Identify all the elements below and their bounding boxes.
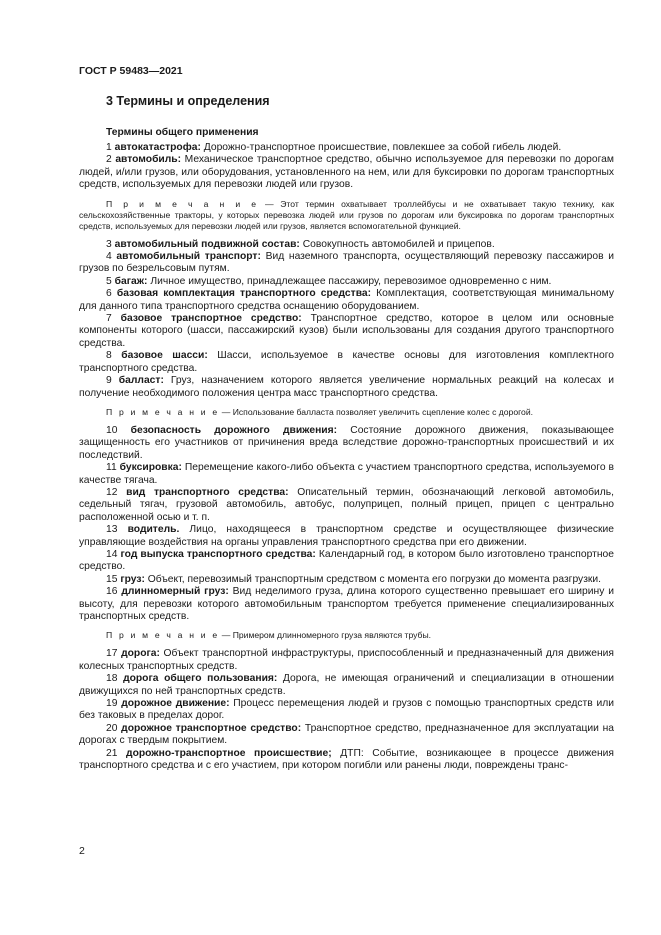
term-entry: 15 груз: Объект, перевозимый транспортным средством с момента его погрузки до момента разгрузки.	[106, 573, 602, 585]
term-entry: 16 длинномерный груз: Вид неделимого груза, длина которого существенно превышает его ширину и высоту, для перевозки которого автомобильным транспортом требуется применение специализированных транспортных средств.	[79, 586, 614, 622]
term: дорога:	[121, 648, 160, 660]
note: П р и м е ч а н и е — Использование балласта позволяет увеличить сцепление колес с дорогой.	[106, 406, 534, 417]
term-entry: 13 водитель. Лицо, находящееся в транспортном средстве и осуществляющее физические управляющие воздействия на органы управления транспортного средства при его движении.	[79, 524, 614, 548]
section-title: 3 Термины и определения	[106, 94, 270, 108]
term: багаж:	[114, 275, 148, 287]
term: автокатастрофа:	[114, 142, 201, 153]
note-label: П р и м е ч а н и е	[106, 406, 220, 417]
document-id: ГОСТ Р 59483—2021	[79, 65, 183, 77]
term-entry: 21 дорожно-транспортное происшествие; ДТП: Событие, возникающее в процессе движения транспортного средства и с его участием, при котором погибли или ранены люди, повреждены транс-	[79, 747, 614, 772]
term: безопасность дорожного движения:	[130, 424, 338, 436]
term: дорожное транспортное средство:	[121, 722, 302, 734]
subsection-title: Термины общего применения	[106, 127, 259, 138]
term: автомобильный подвижной состав:	[114, 238, 300, 250]
term-entry: 18 дорога общего пользования: Дорога, не имеющая ограничений и специализации в отношении движущихся по ней транспортных средств.	[79, 673, 614, 697]
term-entry: 6 базовая комплектация транспортного средства: Комплектация, соответствующая минимальному для данного типа транспортного средства оснащению оборудованием.	[79, 288, 614, 312]
term-entry: 17 дорога: Объект транспортной инфраструктуры, приспособленный и предназначенный для движения колесных транспортных средств.	[79, 648, 614, 672]
term-entry: 14 год выпуска транспортного средства: Календарный год, в котором было изготовлено транспортное средство.	[79, 548, 614, 573]
term-entry: 12 вид транспортного средства: Описательный термин, обозначающий легковой автомобиль, седельный тягач, грузовой автомобиль, автобус, полуприцеп, полный прицеп, прицеп с центрально расположенной осью и т. п.	[79, 486, 614, 523]
terms-list	[79, 142, 614, 772]
term: год выпуска транспортного средства:	[120, 548, 316, 560]
term: балласт:	[118, 375, 164, 387]
term: базовое транспортное средство:	[120, 313, 302, 325]
term-entry: 4 автомобильный транспорт: Вид наземного транспорта, осуществляющий перевозку пассажиров и грузов по безрельсовым путям.	[79, 251, 614, 275]
term-entry: 1 автокатастрофа: Дорожно-транспортное происшествие, повлекшее за собой гибель людей.	[106, 142, 562, 153]
term: вид транспортного средства:	[126, 486, 289, 498]
term: базовая комплектация транспортного средства:	[116, 288, 372, 300]
term: груз:	[120, 573, 145, 585]
term: базовое шасси:	[121, 350, 208, 362]
term: автомобиль:	[115, 154, 182, 166]
page-number: 2	[79, 845, 85, 857]
term: дорожно-транспортное происшествие;	[126, 747, 332, 759]
term-entry: 3 автомобильный подвижной состав: Совокупность автомобилей и прицепов.	[106, 238, 495, 250]
note: П р и м е ч а н и е — Этот термин охватывает троллейбусы и не охватывает такую технику, как сельскохозяйственные тракторы, у которых перевозка людей или грузов по дорогам или буксировка по дорогам транспортных средств, используемых для перевозки людей или грузов, является вспомогательной функцией.	[79, 198, 615, 231]
term-entry: 9 балласт: Груз, назначением которого является увеличение нормальных реакций на колесах и получение необходимого положения центра масс транспортного средства.	[79, 375, 614, 399]
term-entry: 19 дорожное движение: Процесс перемещения людей и грузов с помощью транспортных средств или без таковых в пределах дорог.	[79, 698, 614, 722]
term: буксировка:	[119, 462, 182, 474]
note-label: П р и м е ч а н и е	[106, 198, 259, 209]
term: длинномерный груз:	[121, 586, 229, 598]
term-entry: 10 безопасность дорожного движения: Состояние дорожного движения, показывающее защищенность его участников от причинения вреда вследствие дорожно-транспортных происшествий и их последствий.	[79, 424, 614, 461]
term-entry: 7 базовое транспортное средство: Транспортное средство, которое в целом или основные компоненты которого (шасси, пассажирский кузов) были использованы для создания другого транспортного средства.	[79, 313, 614, 349]
term-entry: 20 дорожное транспортное средство: Транспортное средство, предназначенное для эксплуатации на дорогах с твердым покрытием.	[79, 722, 614, 747]
term-entry: 5 багаж: Личное имущество, принадлежащее пассажиру, перевозимое одновременно с ним.	[106, 275, 552, 287]
term: автомобильный транспорт:	[116, 251, 261, 263]
term: водитель.	[127, 524, 180, 536]
term-entry: 2 автомобиль: Механическое транспортное средство, обычно используемое для перевозки по дорогам людей, и/или грузов, или оборудования, установленного на нем, или для буксировки по дорогам транспортных средств, используемых для перевозки людей или грузов.	[79, 154, 614, 191]
note-label: П р и м е ч а н и е	[106, 630, 220, 641]
term: дорога общего пользования:	[123, 673, 278, 685]
term-entry: 11 буксировка: Перемещение какого-либо объекта с участием транспортного средства, используемого в качестве тягача.	[79, 462, 614, 486]
note: П р и м е ч а н и е — Примером длинномерного груза являются трубы.	[106, 630, 432, 641]
term-entry: 8 базовое шасси: Шасси, используемое в качестве основы для изготовления комплектного транспортного средства.	[79, 350, 614, 374]
term: дорожное движение:	[121, 698, 230, 710]
